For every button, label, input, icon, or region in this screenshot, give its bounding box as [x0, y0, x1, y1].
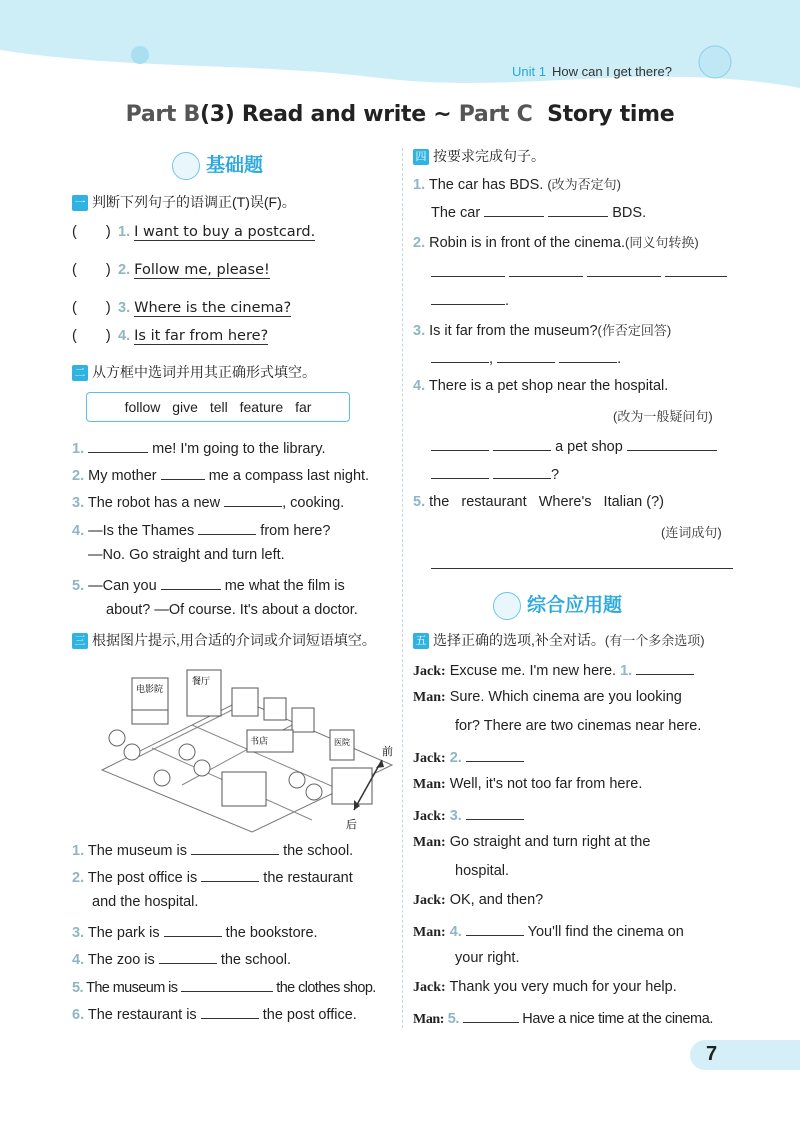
answer-blank[interactable] [548, 202, 608, 217]
dialogue-line: your right. [455, 950, 520, 966]
dialogue-line: Man: 5. Have a nice time at the cinema. [413, 1008, 713, 1028]
answer-line: ? [431, 464, 559, 483]
answer-blank[interactable] [181, 977, 273, 992]
list-item: 6. The restaurant is the post office. [72, 1004, 357, 1023]
dialogue-line: Man: Go straight and turn right at the [413, 834, 651, 850]
list-item: 5. The museum is the clothes shop. [72, 977, 376, 996]
answer-line [431, 262, 727, 281]
map-label-hospital: 医院 [334, 738, 350, 747]
answer-blank[interactable] [431, 290, 505, 305]
running-header [512, 64, 672, 79]
answer-blank[interactable] [431, 436, 489, 451]
answer-blank[interactable] [466, 805, 524, 820]
dialogue-line: Man: Well, it's not too far from here. [413, 776, 643, 792]
list-item: —No. Go straight and turn left. [88, 547, 285, 563]
list-item: 2. My mother me a compass last night. [72, 465, 369, 484]
dialogue-line: Jack: Excuse me. I'm new here. 1. [413, 660, 694, 680]
map-label-bookstore: 书店 [250, 737, 269, 747]
answer-blank[interactable] [201, 1004, 259, 1019]
answer-blank[interactable] [627, 436, 717, 451]
answer-blank[interactable] [636, 660, 694, 675]
list-item: and the hospital. [92, 894, 199, 910]
section-4-title: 四 按要求完成句子。 [413, 146, 545, 166]
answer-blank[interactable] [431, 348, 489, 363]
answer-blank[interactable] [497, 348, 555, 363]
map-label-cinema: 电影院 [136, 685, 164, 695]
answer-blank[interactable] [466, 921, 524, 936]
unit-label: Unit 1 [512, 64, 546, 79]
answer-blank[interactable] [463, 1008, 519, 1023]
answer-blank[interactable] [431, 464, 489, 479]
list-item: 3. The park is the bookstore. [72, 922, 318, 941]
dialogue-line: hospital. [455, 863, 510, 879]
answer-line: , . [431, 348, 621, 367]
answer-blank[interactable] [431, 568, 733, 569]
dialogue-line: Jack: 3. [413, 805, 524, 825]
page-number-tab [690, 1040, 800, 1070]
list-item: 1. The car has BDS. (改为否定句) [413, 177, 622, 193]
answer-line: a pet shop [431, 436, 717, 455]
answer-blank[interactable] [665, 262, 727, 277]
unit-title: How can I get there? [551, 64, 672, 79]
answer-blank[interactable] [559, 348, 617, 363]
list-item: 2. Robin is in front of the cinema.(同义句转换) [413, 235, 699, 251]
basic-questions-banner: 基础题 [172, 150, 263, 180]
map-label-front: 前 [382, 745, 393, 758]
list-item: The car BDS. [431, 202, 646, 221]
section-2-title: 二 从方框中选词并用其正确形式填空。 [72, 362, 316, 382]
map-label-back: 后 [346, 818, 357, 831]
list-item: 4. The zoo is the school. [72, 949, 291, 968]
answer-blank[interactable] [191, 840, 279, 855]
dialogue-line: Man: 4. You'll find the cinema on [413, 921, 684, 941]
header-wave-band [0, 0, 800, 100]
answer-blank[interactable] [484, 202, 544, 217]
section-1-title: 一 判断下列句子的语调正(T)误(F)。 [72, 192, 296, 212]
dialogue-line: Man: Sure. Which cinema are you looking [413, 689, 682, 705]
list-item: about? —Of course. It's about a doctor. [106, 602, 358, 618]
answer-blank[interactable] [161, 575, 221, 590]
list-item: 2. The post office is the restaurant [72, 867, 353, 886]
section-3-title: 三 根据图片提示,用合适的介词或介词短语填空。 [72, 630, 376, 650]
application-questions-banner: 综合应用题 [493, 590, 622, 620]
mascot-icon [172, 152, 200, 180]
list-item: 1. me! I'm going to the library. [72, 438, 326, 457]
section-5-title: 五 选择正确的选项,补全对话。(有一个多余选项) [413, 630, 705, 650]
list-item: ( ) 4. Is it far from here? [72, 328, 269, 344]
word-box: follow give tell feature far [86, 392, 350, 422]
list-item: 1. The museum is the school. [72, 840, 353, 859]
answer-blank[interactable] [164, 922, 222, 937]
list-item: ( ) 3. Where is the cinema? [72, 300, 292, 316]
answer-blank[interactable] [201, 867, 259, 882]
answer-blank[interactable] [493, 436, 551, 451]
answer-blank[interactable] [88, 438, 148, 453]
answer-blank[interactable] [431, 262, 505, 277]
answer-blank[interactable] [161, 465, 205, 480]
mascot-icon [493, 592, 521, 620]
list-item: 4. There is a pet shop near the hospital. [413, 378, 669, 394]
dialogue-line: Jack: Thank you very much for your help. [413, 979, 677, 995]
town-map-illustration [92, 660, 402, 835]
list-item: 3. Is it far from the museum?(作否定回答) [413, 323, 672, 339]
instruction-note: (连词成句) [661, 525, 722, 540]
answer-blank[interactable] [509, 262, 583, 277]
list-item: 5. the restaurant Where's Italian (?) [413, 494, 664, 510]
column-divider [402, 148, 403, 1028]
answer-line: . [431, 290, 509, 309]
answer-blank[interactable] [159, 949, 217, 964]
list-item: 4. —Is the Thames from here? [72, 520, 330, 539]
list-item: ( ) 1. I want to buy a postcard. [72, 224, 316, 240]
answer-blank[interactable] [466, 747, 524, 762]
page-title: Part B(3) Read and write ~ Part C Story time [125, 102, 675, 127]
page-number: 7 [706, 1043, 718, 1065]
dialogue-line: for? There are two cinemas near here. [455, 718, 702, 734]
answer-blank[interactable] [224, 492, 282, 507]
list-item: ( ) 2. Follow me, please! [72, 262, 270, 278]
dialogue-line: Jack: 2. [413, 747, 524, 767]
instruction-note: (改为一般疑问句) [613, 409, 713, 424]
answer-blank[interactable] [493, 464, 551, 479]
answer-blank[interactable] [198, 520, 256, 535]
list-item: 3. The robot has a new , cooking. [72, 492, 344, 511]
map-label-restaurant: 餐厅 [192, 677, 211, 687]
dialogue-line: Jack: OK, and then? [413, 892, 544, 908]
list-item: 5. —Can you me what the film is [72, 575, 345, 594]
answer-blank[interactable] [587, 262, 661, 277]
